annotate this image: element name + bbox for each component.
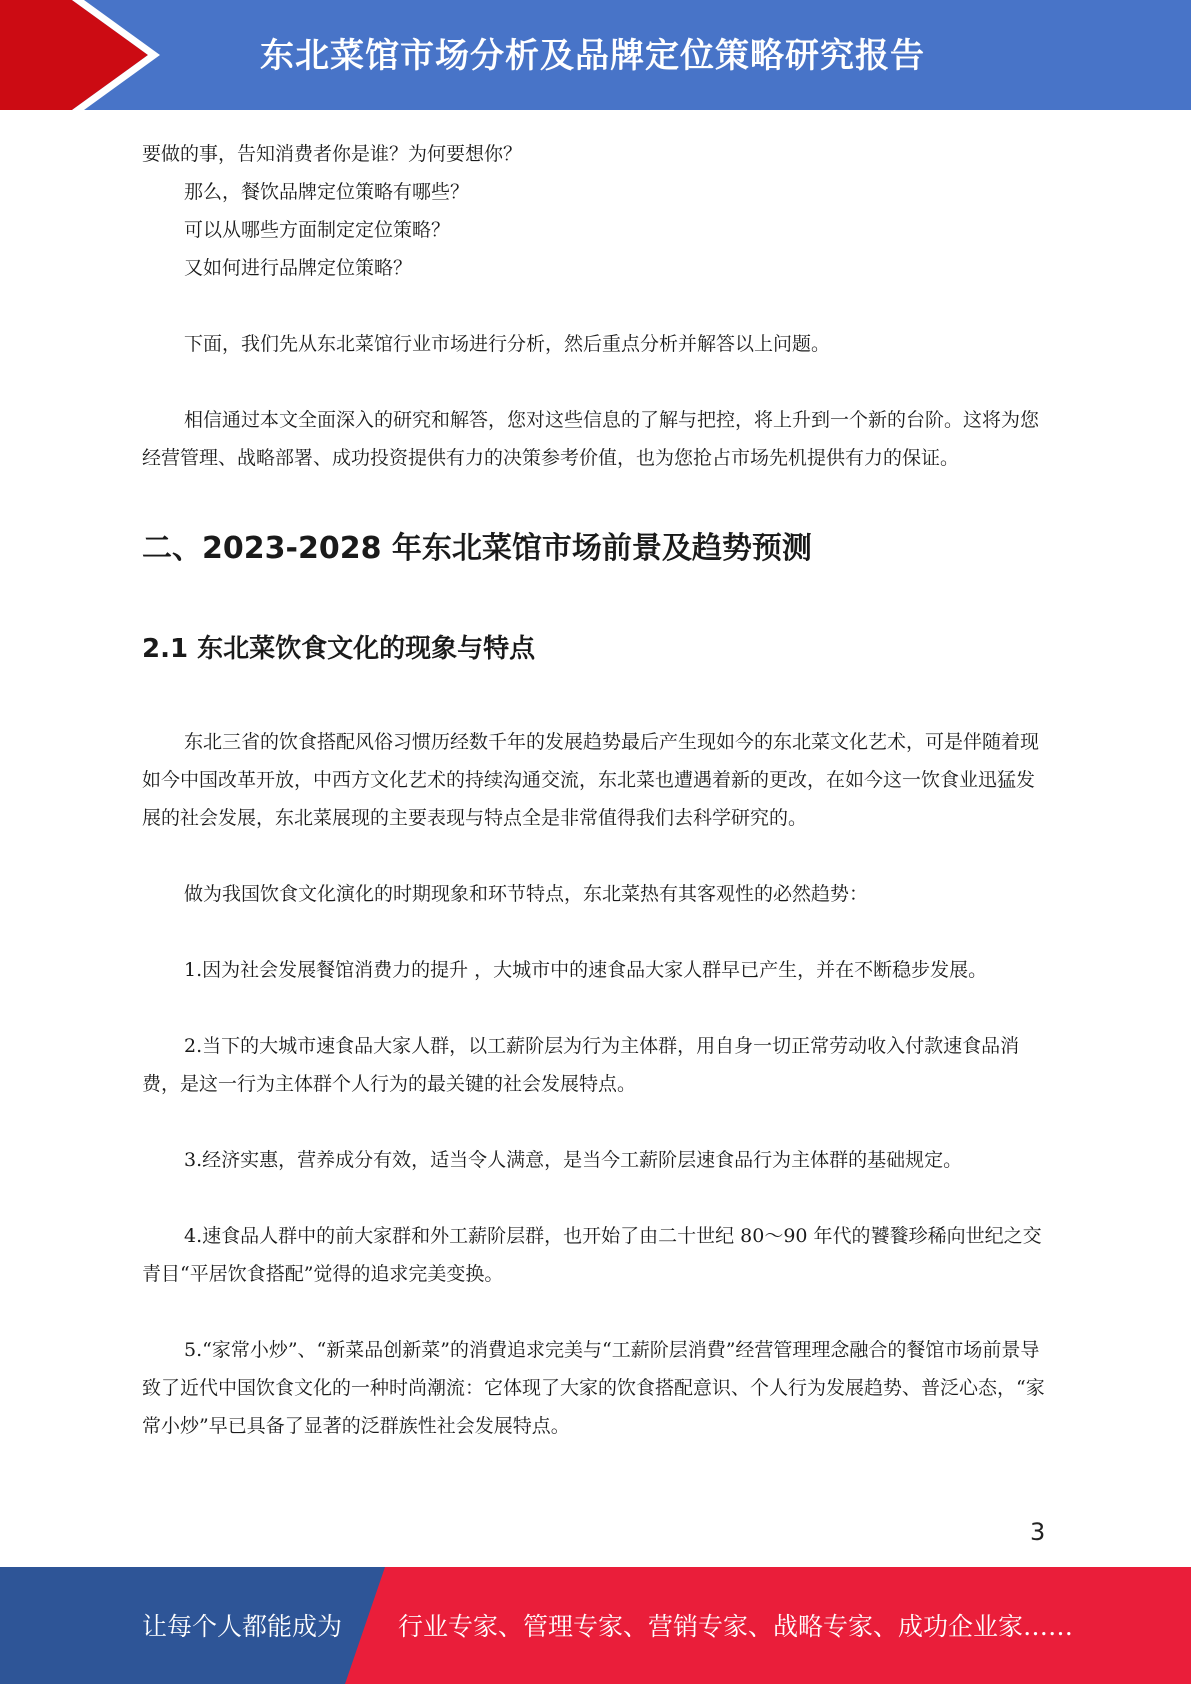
section-heading: 二、2023-2028 年东北菜馆市场前景及趋势预测	[142, 531, 812, 566]
footer-slogan-left: 让每个人都能成为	[142, 1612, 343, 1641]
footer-slogan-right: 行业专家、管理专家、营销专家、战略专家、成功企业家……	[398, 1612, 1074, 1641]
report-title: 东北菜馆市场分析及品牌定位策略研究报告	[260, 36, 925, 76]
body-paragraph-2: 做为我国饮食文化演化的时期现象和环节特点，东北菜热有其客观性的必然趋势：	[184, 883, 869, 905]
header-banner	[0, 0, 1191, 110]
list-item-4: 4.速食品人群中的前大家群和外工薪阶层群，也开始了由二十世纪 80～90 年代的饕餮珍稀向世纪之交青目“平居饮食搭配”觉得的追求完美变换。	[142, 1225, 1042, 1285]
intro-line-2: 那么，餐饮品牌定位策略有哪些？	[184, 181, 470, 203]
page-content	[142, 135, 1047, 1445]
page-number: 3	[1030, 1518, 1046, 1546]
intro-line-3: 可以从哪些方面制定定位策略？	[184, 219, 451, 241]
intro-paragraph-1: 下面，我们先从东北菜馆行业市场进行分析，然后重点分析并解答以上问题。	[184, 333, 831, 355]
body-paragraph-1: 东北三省的饮食搭配风俗习惯历经数千年的发展趋势最后产生现如今的东北菜文化艺术，可是伴随着现如今中国改革开放，中西方文化艺术的持续沟通交流，东北菜也遭遇着新的更改，在如今这一饮食业迅猛发展的社会发展，东北菜展现的主要表现与特点全是非常值得我们去科学研究的。	[142, 731, 1040, 829]
subsection-heading: 2.1 东北菜饮食文化的现象与特点	[142, 634, 536, 664]
list-item-5: 5.“家常小炒”、“新菜品创新菜”的消費追求完美与“工薪阶层消費”经营管理理念融合的餐馆市场前景导致了近代中国饮食文化的一种时尚潮流：它体现了大家的饮食搭配意识、个人行为发展趋势、普泛心态，“家常小炒”早已具备了显著的泛群族性社会发展特点。	[142, 1339, 1045, 1437]
list-item-3: 3.经济实惠，营养成分有效，适当令人满意，是当今工薪阶层速食品行为主体群的基础规定。	[184, 1149, 963, 1171]
list-item-1: 1.因为社会发展餐馆消费力的提升 ，大城市中的速食品大家人群早已产生，并在不断稳步发展。	[184, 959, 988, 981]
intro-line-4: 又如何进行品牌定位策略？	[184, 257, 413, 279]
footer-banner	[0, 1567, 1191, 1684]
list-item-2: 2.当下的大城市速食品大家人群，以工薪阶层为行为主体群，用自身一切正常劳动收入付款速食品消费，是这一行为主体群个人行为的最关键的社会发展特点。	[142, 1035, 1020, 1095]
intro-line-1: 要做的事，告知消费者你是谁？为何要想你？	[142, 143, 523, 165]
intro-paragraph-2: 相信通过本文全面深入的研究和解答，您对这些信息的了解与把控，将上升到一个新的台阶。这将为您经营管理、战略部署、成功投资提供有力的决策参考价值，也为您抢占市场先机提供有力的保证。	[142, 409, 1040, 469]
